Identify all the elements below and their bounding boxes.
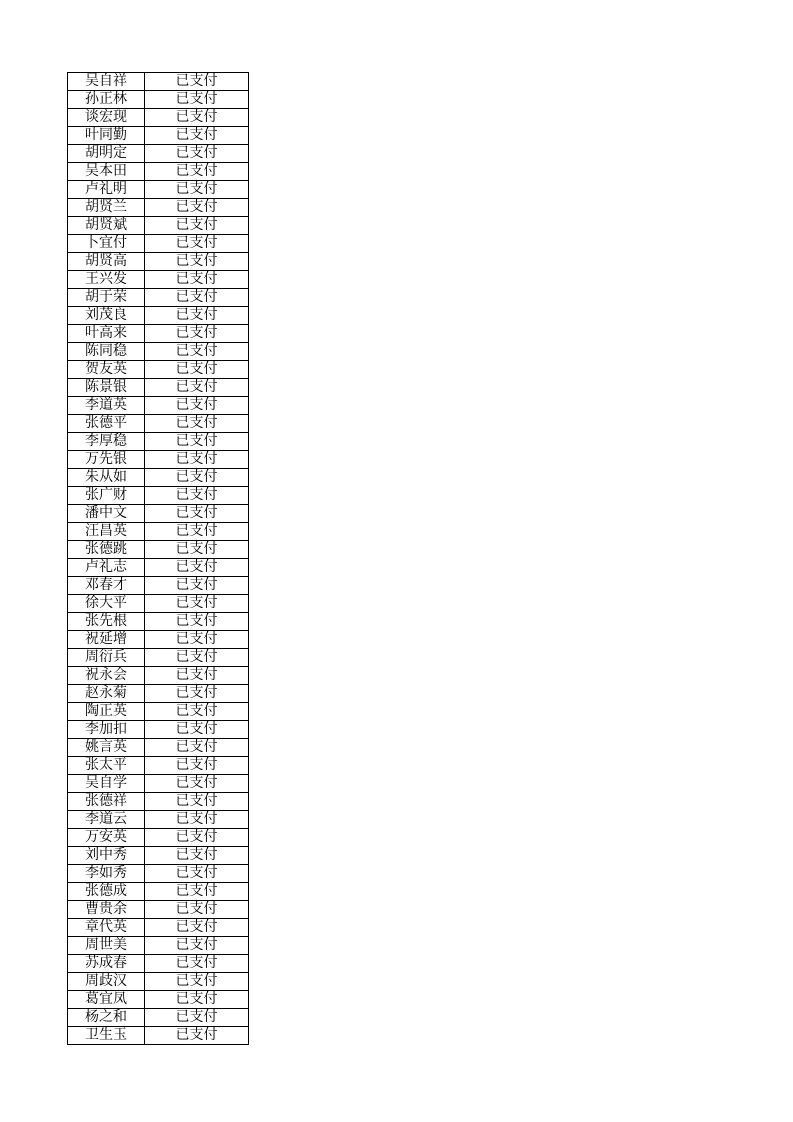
table-row xyxy=(68,145,249,163)
payment-status-cell: 已支付 xyxy=(145,937,249,955)
table-row xyxy=(68,433,249,451)
table-row xyxy=(68,523,249,541)
payment-status-cell: 已支付 xyxy=(145,235,249,253)
payment-status-cell: 已支付 xyxy=(145,991,249,1009)
table-row xyxy=(68,847,249,865)
name-cell: 吴自祥 xyxy=(68,73,145,91)
table-row xyxy=(68,271,249,289)
name-cell: 刘中秀 xyxy=(68,847,145,865)
payment-status-cell: 已支付 xyxy=(145,163,249,181)
name-cell: 叶同勤 xyxy=(68,127,145,145)
name-cell: 万先银 xyxy=(68,451,145,469)
table-row xyxy=(68,199,249,217)
name-cell: 王兴发 xyxy=(68,271,145,289)
name-cell: 赵永菊 xyxy=(68,685,145,703)
payment-status-cell: 已支付 xyxy=(145,469,249,487)
table-row xyxy=(68,919,249,937)
payment-status-cell: 已支付 xyxy=(145,793,249,811)
payment-status-cell: 已支付 xyxy=(145,271,249,289)
table-row xyxy=(68,163,249,181)
table-row xyxy=(68,595,249,613)
payment-status-cell: 已支付 xyxy=(145,433,249,451)
payment-status-cell: 已支付 xyxy=(145,109,249,127)
name-cell: 胡于荣 xyxy=(68,289,145,307)
table-row xyxy=(68,487,249,505)
name-cell: 卜宜付 xyxy=(68,235,145,253)
name-cell: 张德成 xyxy=(68,883,145,901)
payment-status-cell: 已支付 xyxy=(145,343,249,361)
table-row xyxy=(68,379,249,397)
table-row xyxy=(68,73,249,91)
name-cell: 李厚稳 xyxy=(68,433,145,451)
payment-status-cell: 已支付 xyxy=(145,325,249,343)
payment-status-cell: 已支付 xyxy=(145,307,249,325)
table-row xyxy=(68,811,249,829)
payment-status-cell: 已支付 xyxy=(145,1027,249,1045)
name-cell: 张广财 xyxy=(68,487,145,505)
payment-status-cell: 已支付 xyxy=(145,955,249,973)
payment-status-cell: 已支付 xyxy=(145,361,249,379)
name-cell: 葛宜凤 xyxy=(68,991,145,1009)
payment-status-cell: 已支付 xyxy=(145,685,249,703)
payment-status-cell: 已支付 xyxy=(145,217,249,235)
payment-table xyxy=(67,72,249,1045)
table-row xyxy=(68,703,249,721)
payment-status-cell: 已支付 xyxy=(145,739,249,757)
name-cell: 祝延增 xyxy=(68,631,145,649)
table-row xyxy=(68,775,249,793)
name-cell: 张德平 xyxy=(68,415,145,433)
payment-status-cell: 已支付 xyxy=(145,829,249,847)
table-row xyxy=(68,1009,249,1027)
name-cell: 苏成春 xyxy=(68,955,145,973)
payment-status-cell: 已支付 xyxy=(145,613,249,631)
payment-table-body xyxy=(68,73,249,1045)
name-cell: 李道云 xyxy=(68,811,145,829)
name-cell: 李如秀 xyxy=(68,865,145,883)
table-row xyxy=(68,541,249,559)
name-cell: 李道英 xyxy=(68,397,145,415)
table-row xyxy=(68,793,249,811)
name-cell: 万安英 xyxy=(68,829,145,847)
name-cell: 叶高来 xyxy=(68,325,145,343)
table-row xyxy=(68,415,249,433)
table-row xyxy=(68,559,249,577)
payment-status-cell: 已支付 xyxy=(145,199,249,217)
payment-status-cell: 已支付 xyxy=(145,487,249,505)
name-cell: 张德祥 xyxy=(68,793,145,811)
payment-status-cell: 已支付 xyxy=(145,559,249,577)
table-row xyxy=(68,685,249,703)
payment-status-cell: 已支付 xyxy=(145,1009,249,1027)
name-cell: 周歧汉 xyxy=(68,973,145,991)
name-cell: 曹贵余 xyxy=(68,901,145,919)
table-row xyxy=(68,649,249,667)
table-row xyxy=(68,973,249,991)
table-row xyxy=(68,901,249,919)
table-row xyxy=(68,325,249,343)
payment-status-cell: 已支付 xyxy=(145,649,249,667)
name-cell: 谈宏现 xyxy=(68,109,145,127)
payment-status-cell: 已支付 xyxy=(145,883,249,901)
payment-status-cell: 已支付 xyxy=(145,757,249,775)
table-row xyxy=(68,469,249,487)
table-row xyxy=(68,127,249,145)
name-cell: 朱从如 xyxy=(68,469,145,487)
name-cell: 杨之和 xyxy=(68,1009,145,1027)
table-row xyxy=(68,883,249,901)
payment-status-cell: 已支付 xyxy=(145,577,249,595)
table-row xyxy=(68,613,249,631)
payment-status-cell: 已支付 xyxy=(145,523,249,541)
name-cell: 章代英 xyxy=(68,919,145,937)
table-row xyxy=(68,1027,249,1045)
table-row xyxy=(68,109,249,127)
payment-status-cell: 已支付 xyxy=(145,703,249,721)
name-cell: 卢礼志 xyxy=(68,559,145,577)
name-cell: 陈同稳 xyxy=(68,343,145,361)
payment-status-cell: 已支付 xyxy=(145,181,249,199)
name-cell: 张太平 xyxy=(68,757,145,775)
payment-status-cell: 已支付 xyxy=(145,541,249,559)
table-row xyxy=(68,505,249,523)
name-cell: 潘中文 xyxy=(68,505,145,523)
payment-status-cell: 已支付 xyxy=(145,811,249,829)
name-cell: 陈景银 xyxy=(68,379,145,397)
name-cell: 卢礼明 xyxy=(68,181,145,199)
name-cell: 姚言英 xyxy=(68,739,145,757)
name-cell: 邓春才 xyxy=(68,577,145,595)
payment-status-cell: 已支付 xyxy=(145,505,249,523)
payment-status-cell: 已支付 xyxy=(145,145,249,163)
payment-status-cell: 已支付 xyxy=(145,415,249,433)
table-row xyxy=(68,955,249,973)
name-cell: 周世美 xyxy=(68,937,145,955)
table-row xyxy=(68,631,249,649)
name-cell: 吴本田 xyxy=(68,163,145,181)
name-cell: 祝永会 xyxy=(68,667,145,685)
name-cell: 徐大平 xyxy=(68,595,145,613)
table-row xyxy=(68,181,249,199)
table-row xyxy=(68,829,249,847)
table-row xyxy=(68,865,249,883)
payment-status-cell: 已支付 xyxy=(145,289,249,307)
payment-status-cell: 已支付 xyxy=(145,919,249,937)
name-cell: 刘茂良 xyxy=(68,307,145,325)
payment-status-cell: 已支付 xyxy=(145,451,249,469)
table-row xyxy=(68,253,249,271)
table-row xyxy=(68,577,249,595)
table-row xyxy=(68,91,249,109)
table-row xyxy=(68,217,249,235)
table-row xyxy=(68,397,249,415)
name-cell: 胡贤兰 xyxy=(68,199,145,217)
payment-status-cell: 已支付 xyxy=(145,379,249,397)
name-cell: 张德跳 xyxy=(68,541,145,559)
payment-status-cell: 已支付 xyxy=(145,631,249,649)
payment-status-cell: 已支付 xyxy=(145,721,249,739)
payment-status-cell: 已支付 xyxy=(145,253,249,271)
payment-status-cell: 已支付 xyxy=(145,775,249,793)
payment-status-cell: 已支付 xyxy=(145,901,249,919)
name-cell: 胡贤斌 xyxy=(68,217,145,235)
payment-status-cell: 已支付 xyxy=(145,973,249,991)
name-cell: 孙正林 xyxy=(68,91,145,109)
table-row xyxy=(68,667,249,685)
table-row xyxy=(68,307,249,325)
payment-status-cell: 已支付 xyxy=(145,847,249,865)
payment-status-cell: 已支付 xyxy=(145,73,249,91)
table-row xyxy=(68,343,249,361)
table-row xyxy=(68,289,249,307)
table-row xyxy=(68,361,249,379)
name-cell: 吴自学 xyxy=(68,775,145,793)
payment-status-cell: 已支付 xyxy=(145,127,249,145)
name-cell: 汪昌英 xyxy=(68,523,145,541)
name-cell: 李加扣 xyxy=(68,721,145,739)
payment-status-cell: 已支付 xyxy=(145,865,249,883)
name-cell: 胡贤高 xyxy=(68,253,145,271)
table-row xyxy=(68,739,249,757)
table-row xyxy=(68,991,249,1009)
table-row xyxy=(68,937,249,955)
payment-status-cell: 已支付 xyxy=(145,397,249,415)
table-row xyxy=(68,235,249,253)
payment-status-cell: 已支付 xyxy=(145,91,249,109)
name-cell: 张先根 xyxy=(68,613,145,631)
name-cell: 贺友英 xyxy=(68,361,145,379)
payment-status-cell: 已支付 xyxy=(145,595,249,613)
name-cell: 陶正英 xyxy=(68,703,145,721)
table-row xyxy=(68,451,249,469)
payment-status-cell: 已支付 xyxy=(145,667,249,685)
name-cell: 周衍兵 xyxy=(68,649,145,667)
name-cell: 胡明定 xyxy=(68,145,145,163)
table-row xyxy=(68,757,249,775)
name-cell: 卫生玉 xyxy=(68,1027,145,1045)
table-row xyxy=(68,721,249,739)
